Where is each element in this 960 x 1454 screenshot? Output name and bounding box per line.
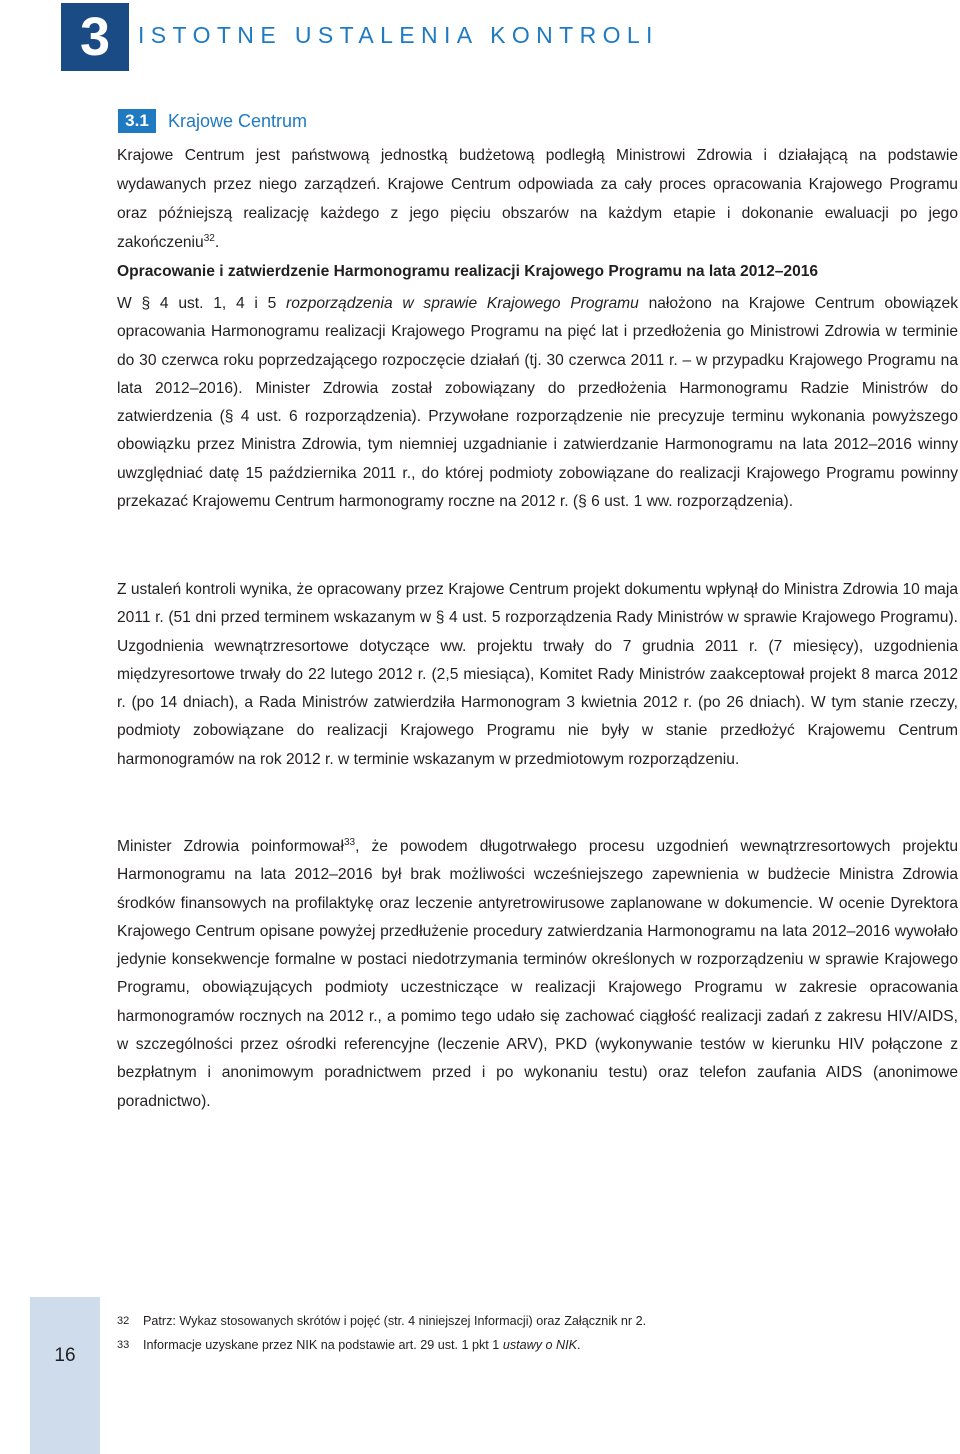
section-number-badge: 3.1	[118, 109, 156, 133]
footnote-text	[143, 1333, 958, 1357]
paragraph-2-after: nałożono na Krajowe Centrum obowiązek opracowania Harmonogramu realizacji Krajowego Programu na pięć lat i przedłożenia go Ministrowi Zdrowia w terminie do 30 czerwca roku poprzedzającego rozpoczęcie działań (tj. 30 czerwca 2011 r. – w przypadku Krajowego Programu na lata 2012–2016). Minister Zdrowia został zobowiązany do przedłożenia Harmonogramu Radzie Ministrów do zatwierdzenia (§ 4 ust. 6 rozporządzenia). Przywołane rozporządzenie nie precyzuje terminu wykonania powyższego obowiązku przez Ministra Zdrowia, tym niemniej uzgadnianie i zatwierdzanie Harmonogramu na lata 2012–2016 winny uwzględniać datę 15 października 2011 r., do której podmioty zobowiązane do realizacji Krajowego Programu powinny przekazać Krajowemu Centrum harmonogramy roczne na 2012 r. (§ 6 ust. 1 ww. rozporządzenia).	[117, 295, 959, 511]
paragraph-2-before: W § 4 ust. 1, 4 i 5	[117, 295, 287, 312]
footnote-number: 33	[117, 1339, 130, 1351]
page-number: 16	[54, 1345, 76, 1366]
chapter-title: ISTOTNE USTALENIA KONTROLI	[138, 22, 659, 48]
paragraph-1-text: Krajowe Centrum jest państwową jednostką budżetową podległą Ministrowi Zdrowia i działającą na podstawie wydawanych przez niego zarządzeń. Krajowe Centrum odpowiada za cały proces opracowania Krajowego Programu oraz późniejszą realizację każdego z jego pięciu obszarów na każdym etapie i dokonanie ewaluacji po jego zakończeniu	[117, 147, 958, 251]
footnote-ref-33[interactable]: 33	[343, 836, 356, 848]
paragraph-1	[117, 141, 958, 257]
subheading: Opracowanie i zatwierdzenie Harmonogramu realizacji Krajowego Programu na lata 2012–2016	[117, 263, 819, 280]
footnote-32	[117, 1309, 958, 1333]
paragraph-3-text: Z ustaleń kontroli wynika, że opracowany przez Krajowe Centrum projekt dokumentu wpłynął do Ministra Zdrowia 10 maja 2011 r. (51 dni przed terminem wskazanym w § 4 ust. 5 rozporządzenia Rady Ministrów w sprawie Krajowego Programu). Uzgodnienia wewnątrzresortowe dotyczące ww. projektu trwały do 7 grudnia 2011 r. (7 miesięcy), uzgodnienia międzyresortowe trwały do 22 lutego 2012 r. (2,5 miesiąca), Komitet Rady Ministrów zaakceptował projekt 8 marca 2012 r. (po 14 dniach), a Rada Ministrów zatwierdziła Harmonogram 3 kwietnia 2012 r. (po 26 dniach). W tym stanie rzeczy, podmioty zobowiązane do realizacji Krajowego Programu nie były w stanie przedłożyć Krajowemu Centrum harmonogramów na rok 2012 r. w terminie wskazanym w przedmiotowym rozporządzeniu.	[117, 581, 958, 768]
paragraph-3	[117, 576, 958, 774]
footnote-text-after: .	[577, 1338, 581, 1352]
footnote-33	[117, 1333, 958, 1357]
section-title: Krajowe Centrum	[168, 111, 308, 131]
paragraph-4-before: Minister Zdrowia poinformował	[117, 838, 344, 855]
paragraph-4	[117, 833, 958, 1116]
paragraph-2-italic: rozporządzenia w sprawie Krajowego Programu	[286, 295, 639, 312]
chapter-number-box: 3	[61, 3, 129, 71]
paragraph-2	[117, 290, 958, 516]
page-number-bar	[30, 1297, 100, 1454]
footnote-text-before: Informacje uzyskane przez NIK na podstawie art. 29 ust. 1 pkt 1	[143, 1338, 503, 1352]
footnote-text-italic: ustawy o NIK	[502, 1338, 578, 1352]
paragraph-1-end: .	[214, 234, 220, 251]
paragraph-4-after: , że powodem długotrwałego procesu uzgodnień wewnątrzresortowych projektu Harmonogramu na lata 2012–2016 był brak możliwości wcześniejszego zapewnienia w budżecie Ministra Zdrowia środków finansowych na profilaktykę oraz leczenie antyretrowirusowe zaplanowane w dokumencie. W ocenie Dyrektora Krajowego Centrum opisane powyżej przedłużenie procedury zatwierdzania Harmonogramu na lata 2012–2016 wywołało jedynie konsekwencje formalne w postaci niedotrzymania terminów określonych w rozporządzeniu w sprawie Krajowego Programu, obowiązujących podmioty uczestniczące w realizacji Krajowego Programu w zakresie opracowania harmonogramów rocznych na 2012 r., a pomimo tego udało się zachować ciągłość realizacji zadań z zakresu HIV/AIDS, w szczególności przez ośrodki referencyjne (leczenie ARV), PKD (wykonywanie testów w kierunku HIV połączone z bezpłatnym i anonimowym poradnictwem przed i po wykonaniu testu) oraz telefon zaufania AIDS (anonimowe poradnictwo).	[117, 838, 958, 1110]
footnote-number: 32	[117, 1315, 130, 1327]
footnotes	[117, 1309, 958, 1357]
footnote-ref-32[interactable]: 32	[203, 232, 215, 244]
footnote-text: Patrz: Wykaz stosowanych skrótów i pojęć (str. 4 niniejszej Informacji) oraz Załącznik nr 2.	[143, 1314, 647, 1328]
